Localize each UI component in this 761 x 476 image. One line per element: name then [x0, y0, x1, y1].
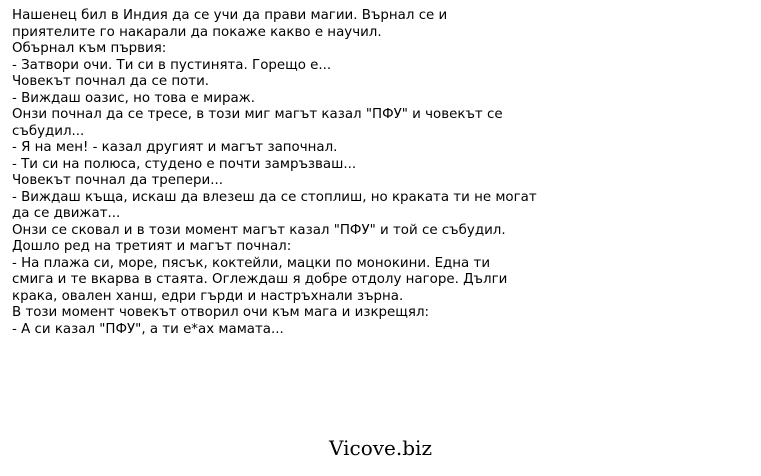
- joke-line: - Виждаш къща, искаш да влезеш да се стоплиш, но краката ти не могат: [12, 189, 537, 205]
- joke-line: Човекът почнал да се поти.: [12, 74, 210, 89]
- site-watermark: Vicove.biz: [329, 436, 432, 460]
- joke-line: смига и те вкарва в стаята. Оглеждаш я добре отдолу нагоре. Дълги: [12, 272, 508, 287]
- joke-line: - Ти си на полюса, студено е почти замръзваш...: [12, 156, 357, 172]
- joke-line: Дошло ред на третият и магът почнал:: [12, 239, 292, 254]
- joke-line: Човекът почнал да трепери...: [12, 173, 223, 188]
- joke-line: - А си казал "ПФУ", а ти е*ах мамата...: [12, 321, 284, 337]
- joke-line: крака, овален ханш, едри гърди и настръхнали зърна.: [12, 288, 404, 304]
- joke-line: приятелите го накарали да покаже какво е научил.: [12, 24, 382, 40]
- joke-line: да се движат...: [12, 206, 121, 221]
- joke-line: - Виждаш оазис, но това е мираж.: [12, 90, 255, 106]
- joke-text: [12, 8, 752, 338]
- joke-line: - На плажа си, море, пясък, коктейли, мацки по монокини. Една ти: [12, 255, 491, 271]
- joke-line: Онзи се сковал и в този момент магът казал "ПФУ" и той се събудил.: [12, 222, 506, 238]
- joke-line: Онзи почнал да се тресе, в този миг магът казал "ПФУ" и човекът се: [12, 107, 503, 122]
- joke-line: В този момент човекът отворил очи към мага и изкрещял:: [12, 305, 430, 320]
- joke-line: събудил...: [12, 123, 85, 139]
- joke-line: Нашенец бил в Индия да се учи да прави магии. Върнал се и: [12, 8, 448, 23]
- joke-line: Обърнал към първия:: [12, 41, 167, 56]
- joke-line: - Затвори очи. Ти си в пустинята. Горещо е...: [12, 57, 332, 73]
- joke-line: - Я на мен! - казал другият и магът започнал.: [12, 140, 338, 155]
